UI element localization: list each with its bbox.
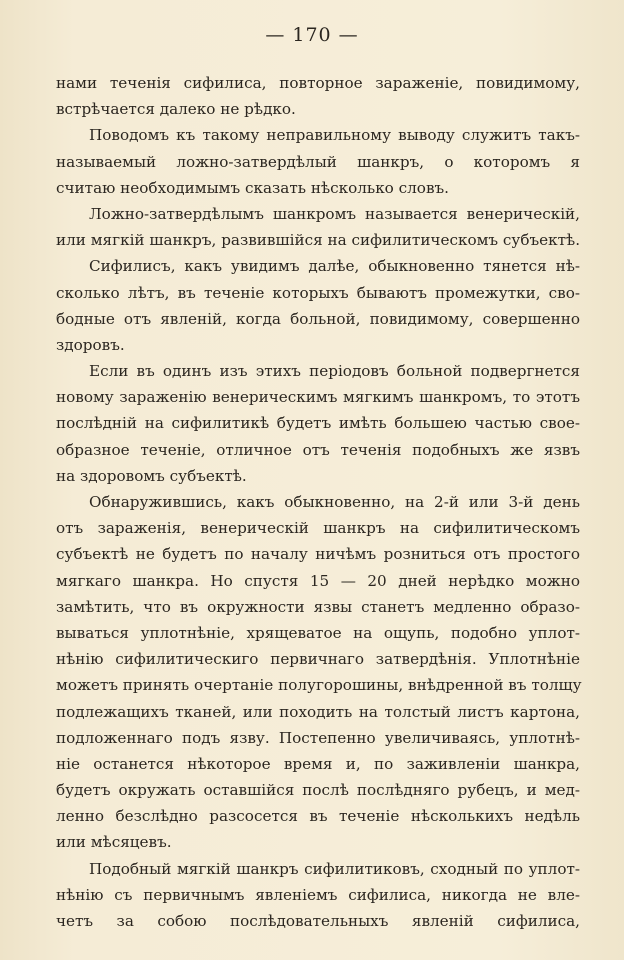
text-line: Сифилисъ, какъ увидимъ далѣе, обыкновенно тянется нѣ- [89, 257, 580, 276]
text-line: называемый ложно-затвердѣлый шанкръ, о которомъ я [56, 152, 580, 171]
text-line: нѣнію сифилитическиго первичнаго затвердѣнія. Уплотнѣніе [56, 650, 580, 669]
text-line: субъектѣ не будетъ по началу ничѣмъ розниться отъ простого [56, 545, 580, 564]
text-line: подлежащихъ тканей, или походить на толстый листъ картона, [56, 702, 580, 721]
text-line: послѣдній на сифилитикѣ будетъ имѣть большею частью свое- [56, 414, 580, 433]
text-line: Поводомъ къ такому неправильному выводу служитъ такъ- [89, 126, 580, 145]
text-line: встрѣчается далеко не рѣдко. [56, 100, 296, 119]
text-line: отъ зараженія, венерическій шанкръ на сифилитическомъ [56, 519, 580, 538]
text-line: считаю необходимымъ сказать нѣсколько словъ. [56, 178, 449, 197]
text-line: ніе останется нѣкоторое время и, по заживленіи шанкра, [56, 754, 580, 773]
text-line: Если въ одинъ изъ этихъ періодовъ больной подвергнется [89, 362, 580, 381]
text-line: нѣнію съ первичнымъ явленіемъ сифилиса, никогда не вле- [56, 885, 580, 904]
text-line: вываться уплотнѣніе, хрящеватое на ощупь, подобно уплот- [56, 623, 580, 642]
text-line: или мягкій шанкръ, развившійся на сифилитическомъ субъектѣ. [56, 231, 581, 250]
body-text [56, 70, 580, 934]
text-line: подложеннаго подъ язву. Постепенно увеличиваясь, уплотнѣ- [56, 728, 580, 747]
text-line: нами теченія сифилиса, повторное зараженіе, повидимому, [56, 74, 580, 92]
text-line: здоровъ. [56, 335, 125, 354]
text-line: бодные отъ явленій, когда больной, повидимому, совершенно [56, 309, 580, 328]
text-line: на здоровомъ субъектѣ. [56, 466, 247, 485]
text-line: замѣтить, что въ окружности язвы станетъ медленно образо- [56, 597, 580, 616]
text-line: Ложно-затвердѣлымъ шанкромъ называется венерическій, [89, 204, 580, 223]
text-line: мягкаго шанкра. Но спустя 15 — 20 дней нерѣдко можно [56, 571, 580, 590]
text-line: или мѣсяцевъ. [56, 833, 172, 852]
text-line: ленно безслѣдно разсосется въ теченіе нѣсколькихъ недѣль [56, 807, 580, 826]
text-line: можетъ принять очертаніе полугорошины, внѣдренной въ толщу [56, 676, 582, 695]
text-line: Обнаружившись, какъ обыкновенно, на 2-й или 3-й день [89, 493, 580, 511]
page-number: — 170 — [265, 24, 359, 46]
text-line: Подобный мягкій шанкръ сифилитиковъ, сходный по уплот- [89, 859, 580, 878]
text-line: будетъ окружать оставшійся послѣ послѣдняго рубецъ, и мед- [56, 781, 580, 800]
text-line: новому зараженію венерическимъ мягкимъ шанкромъ, то этотъ [56, 388, 580, 407]
text-line: четъ за собою послѣдовательныхъ явленій сифилиса, [56, 912, 580, 930]
text-line: сколько лѣтъ, въ теченіе которыхъ бываютъ промежутки, сво- [56, 283, 580, 302]
text-line: образное теченіе, отличное отъ теченія подобныхъ же язвъ [56, 440, 580, 459]
